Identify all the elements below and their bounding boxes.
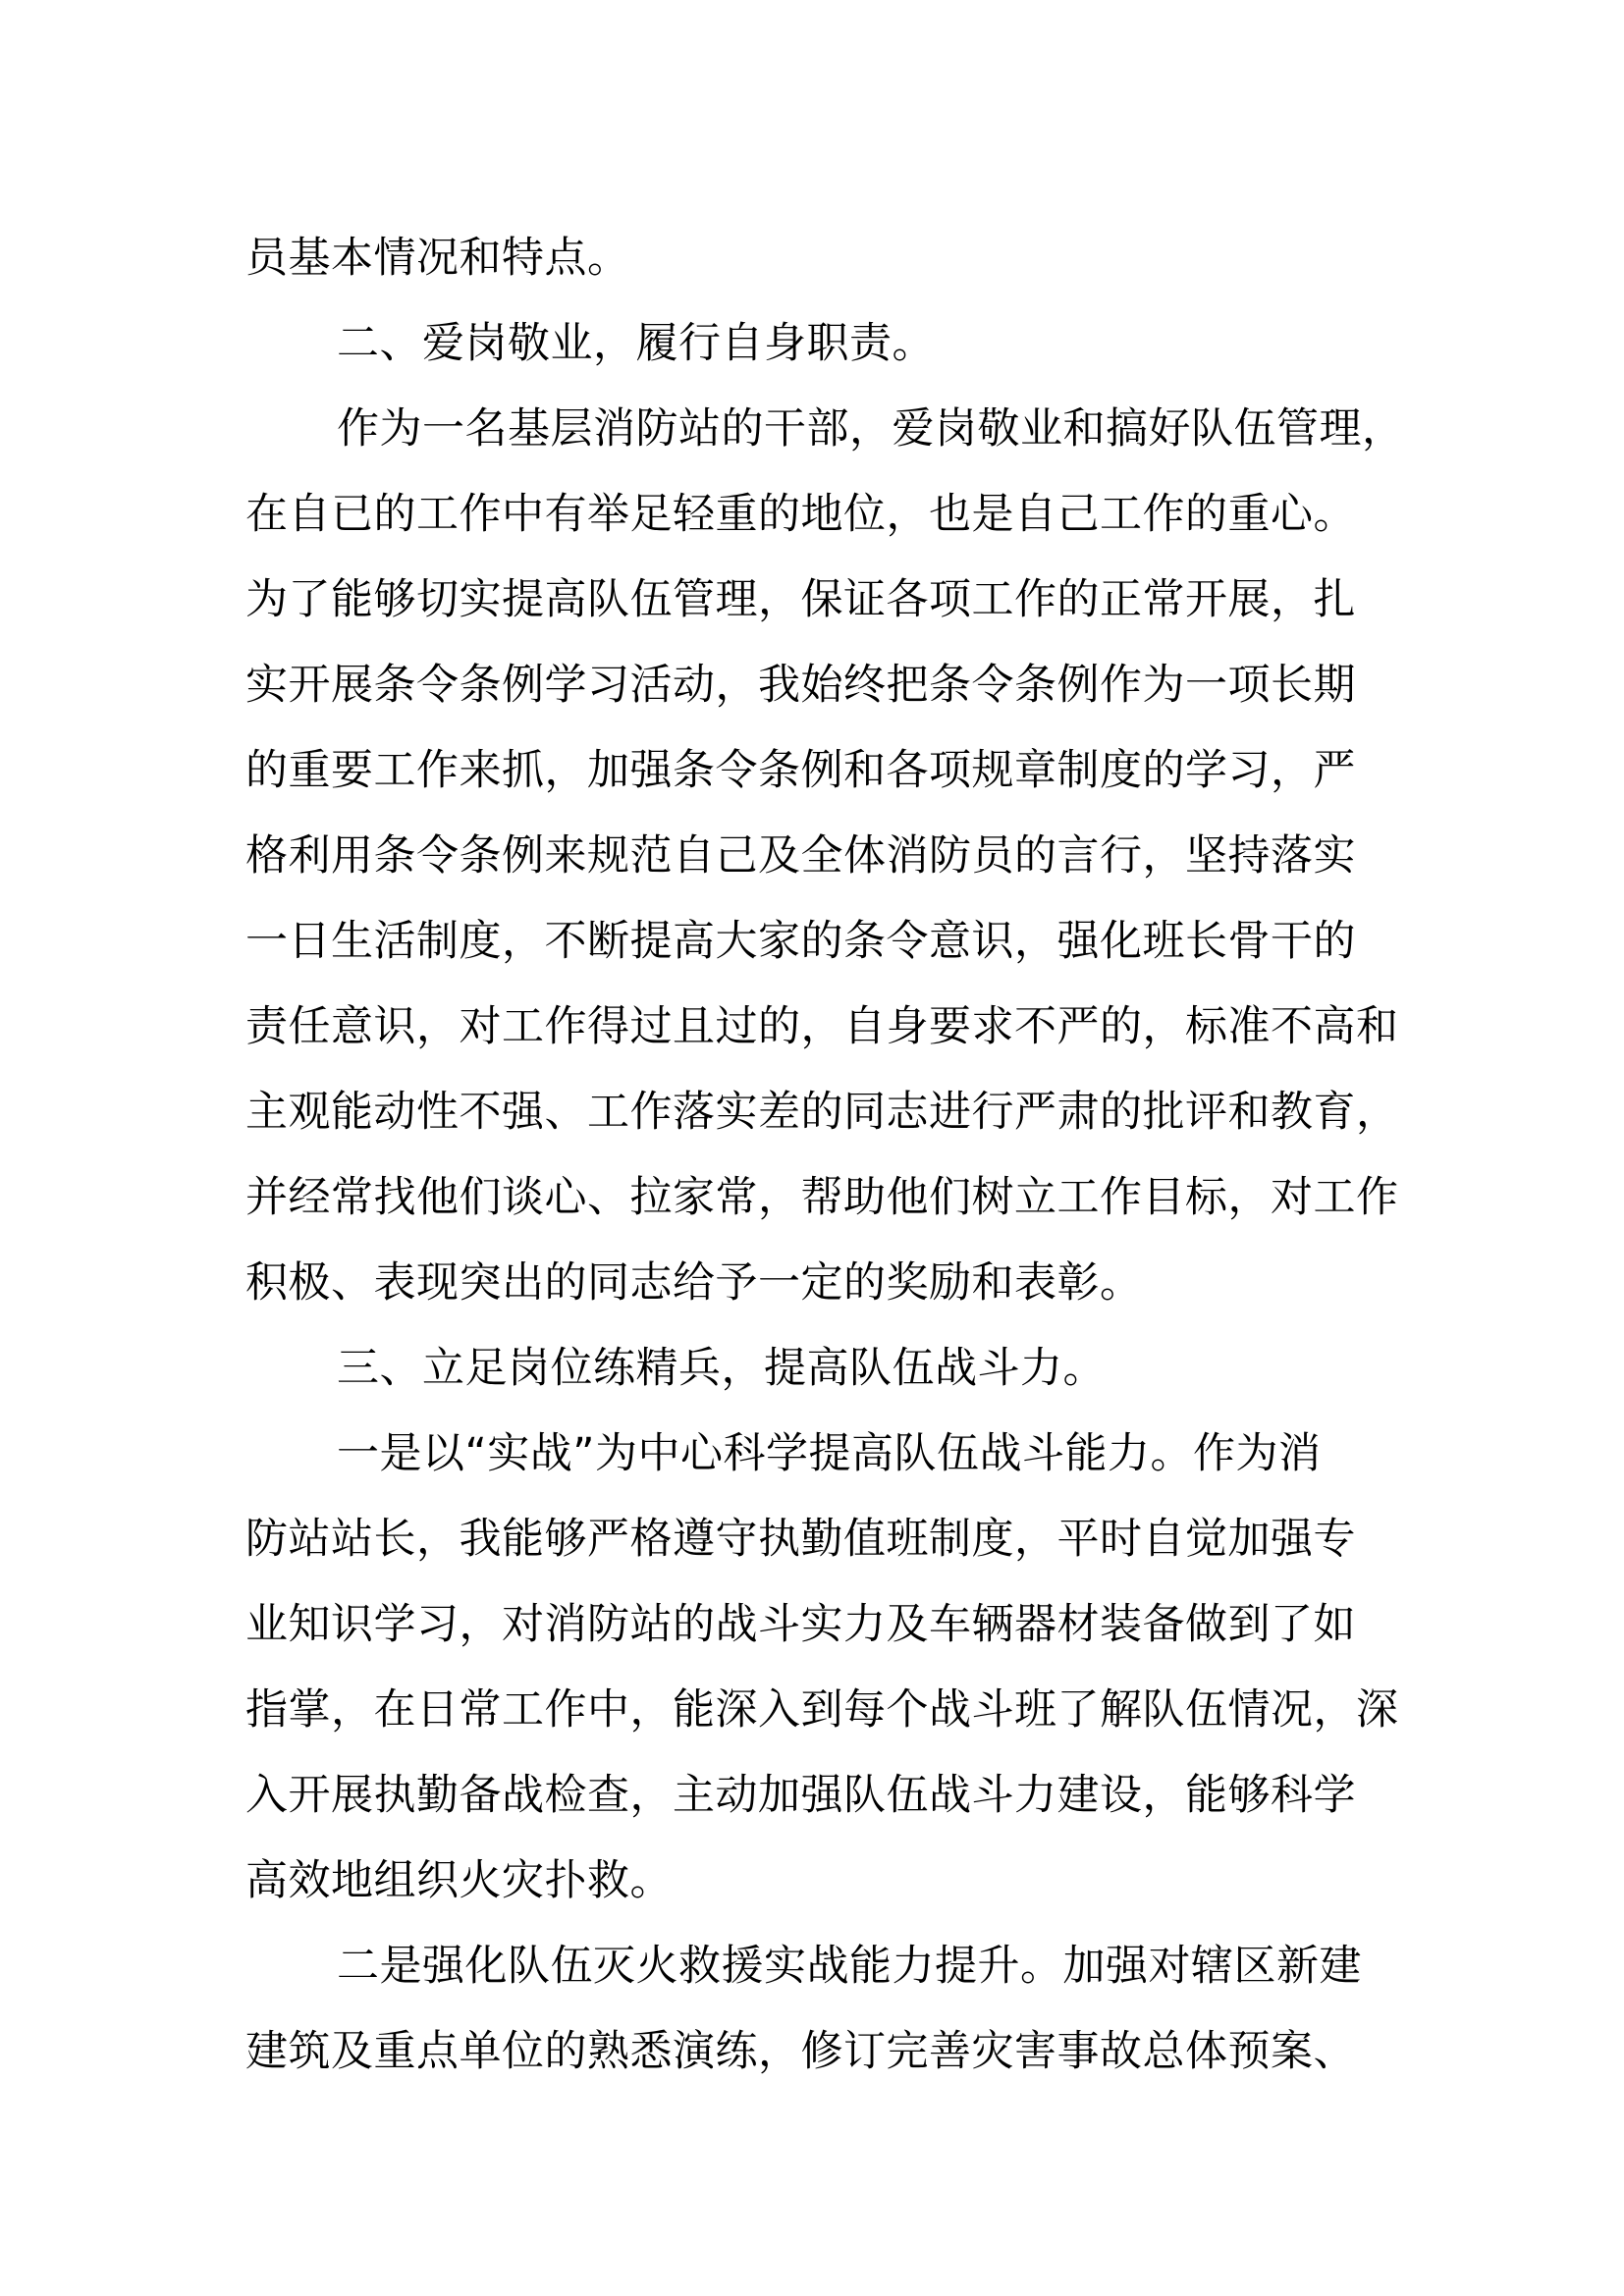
text-line: 实开展条令条例学习活动，我始终把条令条例作为一项长期 (245, 661, 1356, 710)
section-heading: 二、爱岗敬业，履行自身职责。 (337, 319, 935, 368)
text-line: 在自已的工作中有举足轻重的地位，也是自己工作的重心。 (245, 490, 1356, 539)
text-line: 一日生活制度，不断提高大家的条令意识，强化班长骨干的 (245, 917, 1356, 966)
text-line: 主观能动性不强、工作落实差的同志进行严肃的批评和教育， (245, 1088, 1399, 1137)
text-line: 高效地组织火灾扑救。 (245, 1856, 673, 1905)
section-heading: 三、立足岗位练精兵，提高队伍战斗力。 (337, 1344, 1106, 1393)
text-line: 格利用条令条例来规范自己及全体消防员的言行，坚持落实 (245, 831, 1356, 881)
text-line: 的重要工作来抓，加强条令条例和各项规章制度的学习，严 (245, 746, 1356, 795)
text-line: 积极、表现突出的同志给予一定的奖励和表彰。 (245, 1258, 1143, 1308)
text-line: 建筑及重点单位的熟悉演练，修订完善灾害事故总体预案、 (245, 2027, 1356, 2076)
text-line: 业知识学习，对消防站的战斗实力及车辆器材装备做到了如 (245, 1600, 1356, 1649)
text-line: 入开展执勤备战检查，主动加强队伍战斗力建设，能够科学 (245, 1771, 1356, 1820)
text-line: 为了能够切实提高队伍管理，保证各项工作的正常开展，扎 (245, 575, 1356, 624)
paragraph-start: 一是以“实战”为中心科学提高队伍战斗能力。作为消 (337, 1429, 1322, 1478)
text-line: 防站站长，我能够严格遵守执勤值班制度，平时自觉加强专 (245, 1515, 1356, 1564)
text-line: 员基本情况和特点。 (245, 234, 630, 283)
text-line: 责任意识，对工作得过且过的，自身要求不严的，标准不高和 (245, 1002, 1399, 1051)
paragraph-start: 二是强化队伍灭火救援实战能力提升。加强对辖区新建 (337, 1942, 1362, 1991)
text-line: 并经常找他们谈心、拉家常，帮助他们树立工作目标，对工作 (245, 1173, 1399, 1222)
text-line: 指掌，在日常工作中，能深入到每个战斗班了解队伍情况，深 (245, 1685, 1399, 1735)
paragraph-start: 作为一名基层消防站的干部，爱岗敬业和搞好队伍管理， (337, 404, 1405, 454)
